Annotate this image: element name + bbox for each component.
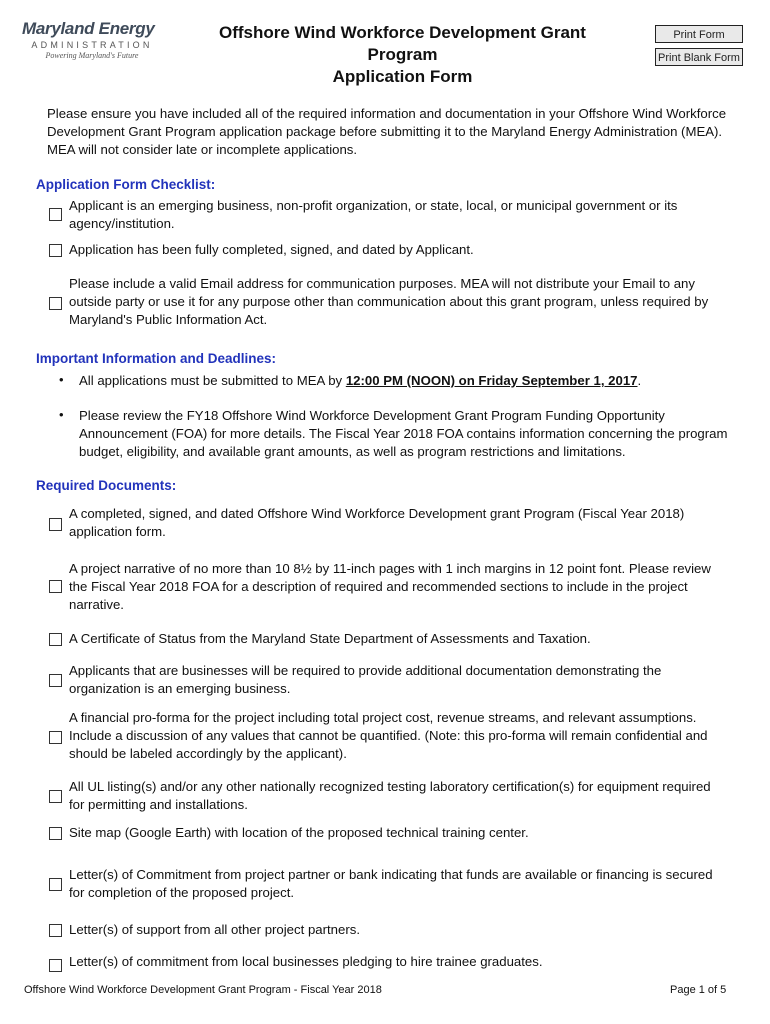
footer-page-number: Page 1 of 5 [670,984,727,996]
deadline-bullet [79,372,739,390]
checkbox-application-completed[interactable] [49,244,62,257]
checklist-heading: Application Form Checklist: [36,177,216,192]
required-item: A project narrative of no more than 10 8½ by 11-inch pages with 1 inch margins in 12 point font. Please review the Fiscal Year 2018 FOA for a description of required and recommended sections to include in the project narrative. [69,561,711,612]
logo-sub: ADMINISTRATION [31,40,153,50]
page-title [185,22,620,88]
checklist-item: Please include a valid Email address for communication purposes. MEA will not distribute your Email to any outside party or use it for any purpose other than communication about this grant program, unless required by Maryland's Public Information Act. [69,276,709,327]
checkbox-site-map[interactable] [49,827,62,840]
checkbox-email-provided[interactable] [49,297,62,310]
checklist-item: Application has been fully completed, signed, and dated by Applicant. [69,242,474,257]
checklist-item: Applicant is an emerging business, non-profit organization, or state, local, or municipal government or its agency/institution. [69,198,678,231]
checkbox-project-narrative[interactable] [49,580,62,593]
title-line-1: Offshore Wind Workforce Development Grant Program [219,23,586,64]
print-form-button[interactable]: Print Form [655,25,743,43]
footer-program: Offshore Wind Workforce Development Grant Program - Fiscal Year 2018 [24,984,382,996]
required-item: Site map (Google Earth) with location of the proposed technical training center. [69,825,529,840]
logo-tagline: Powering Maryland's Future [45,51,139,60]
checkbox-commitment-letters[interactable] [49,878,62,891]
important-heading: Important Information and Deadlines: [36,351,277,366]
required-item: All UL listing(s) and/or any other nationally recognized testing laboratory certification(s) for equipment required for permitting and installations. [69,779,711,812]
checkbox-emerging-business-docs[interactable] [49,674,62,687]
required-item: Letter(s) of Commitment from project partner or bank indicating that funds are available or financing is secured for completion of the proposed project. [69,867,713,900]
logo-name: Maryland Energy [22,19,155,38]
bullet-dot: • [59,372,64,387]
required-heading: Required Documents: [36,478,177,493]
checkbox-application-form[interactable] [49,518,62,531]
required-item: A Certificate of Status from the Maryland State Department of Assessments and Taxation. [69,631,591,646]
foa-bullet: Please review the FY18 Offshore Wind Workforce Development Grant Program Funding Opportunity Announcement (FOA) for more details. The Fiscal Year 2018 FOA contains information concerning the program budget, eligibility, and available grant amounts, as well as program restrictions and limitations. [79,408,728,459]
required-item: Letter(s) of commitment from local businesses pledging to hire trainee graduates. [69,954,543,969]
required-item: A completed, signed, and dated Offshore Wind Workforce Development grant Program (Fiscal Year 2018) application form. [69,506,685,539]
required-item: A financial pro-forma for the project including total project cost, revenue streams, and relevant assumptions. Include a discussion of any values that cannot be quantified. (Note: this pro-forma will remain confidential and should be labeled accordingly by the applicant). [69,710,708,761]
checkbox-certificate-of-status[interactable] [49,633,62,646]
required-item: Letter(s) of support from all other project partners. [69,922,360,937]
intro-paragraph: Please ensure you have included all of the required information and documentation in your Offshore Wind Workforce Development Grant Program application package before submitting it to the Maryland Energy Administration (MEA). MEA will not consider late or incomplete applications. [47,106,727,157]
checkbox-support-letters[interactable] [49,924,62,937]
checkbox-financial-pro-forma[interactable] [49,731,62,744]
deadline-date: 12:00 PM (NOON) on Friday September 1, 2017 [345,373,638,388]
deadline-post: . [637,373,642,388]
print-blank-form-button[interactable]: Print Blank Form [655,48,743,66]
checkbox-hiring-commitment[interactable] [49,959,62,972]
mea-logo [22,20,162,66]
checkbox-applicant-eligible[interactable] [49,208,62,221]
deadline-pre: All applications must be submitted to MEA by [79,373,346,388]
title-line-2: Application Form [332,67,473,86]
checkbox-ul-listing[interactable] [49,790,62,803]
bullet-dot: • [59,407,64,422]
required-item: Applicants that are businesses will be required to provide additional documentation demonstrating the organization is an emerging business. [69,663,662,696]
